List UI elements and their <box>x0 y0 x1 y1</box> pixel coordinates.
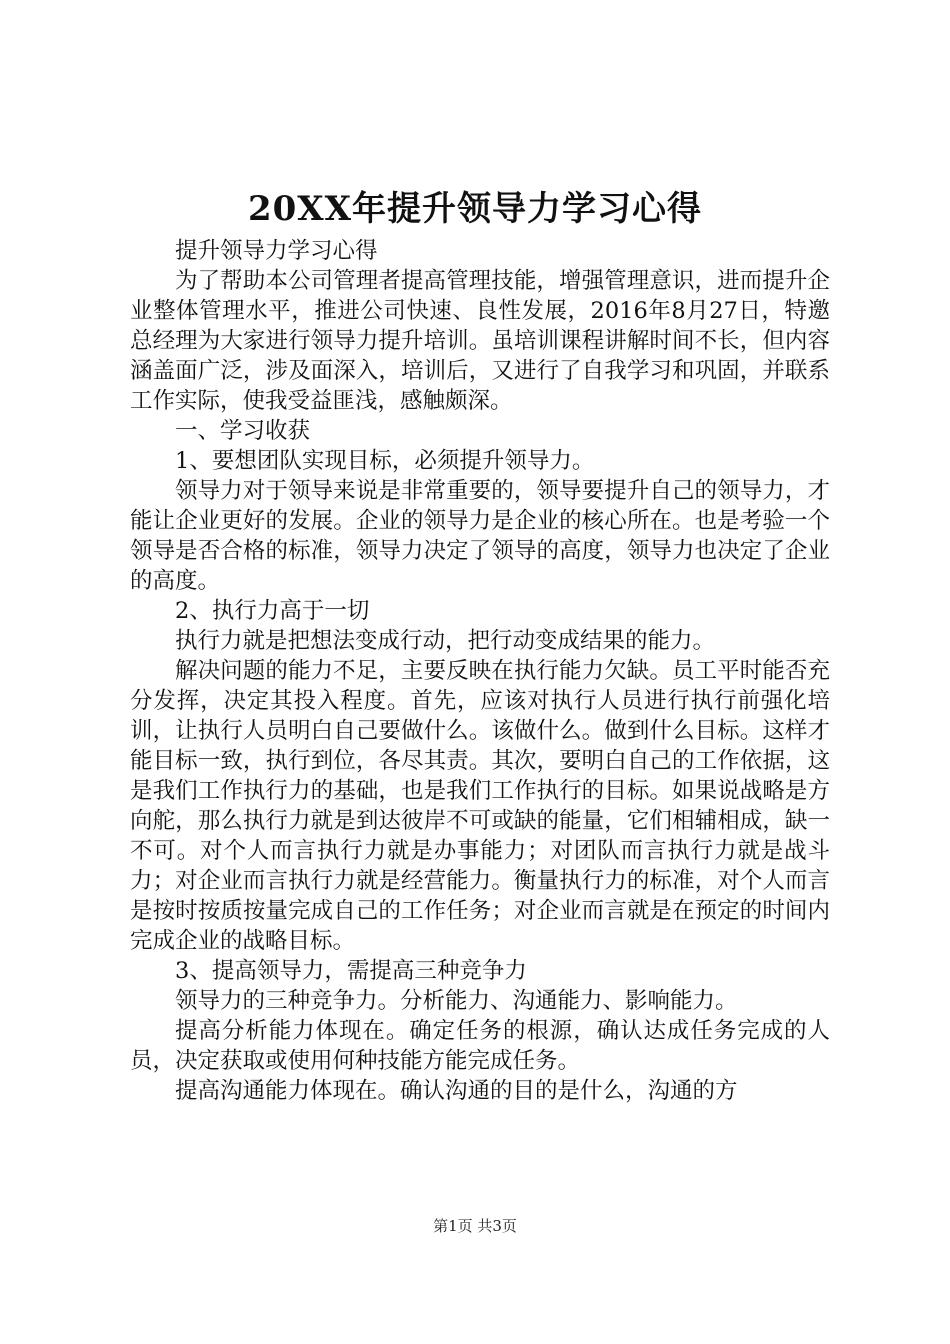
subheading-1: 1、要想团队实现目标，必须提升领导力。 <box>175 448 595 474</box>
subheading-3: 3、提高领导力，需提高三种竞争力 <box>175 958 527 984</box>
paragraph-communication: 提高沟通能力体现在。确认沟通的目的是什么，沟通的方 <box>175 1078 738 1104</box>
paragraph-execution-definition: 执行力就是把想法变成行动，把行动变成结果的能力。 <box>175 628 716 654</box>
section-heading-gains: 一、学习收获 <box>175 418 311 444</box>
document-title: 20XX年提升领导力学习心得 <box>247 189 703 229</box>
paragraph-subtitle: 提升领导力学习心得 <box>175 238 378 264</box>
paragraph-intro: 为了帮助本公司管理者提高管理技能，增强管理意识，进而提升企业整体管理水平，推进公司快速、良性发展，2016年8月27日，特邀总经理为大家进行领导力提升培训。虽培训课程讲解时间不长，但内容涵盖面广泛，涉及面深入，培训后，又进行了自我学习和巩固，并联系工作实际，使我受益匪浅，感触颇深。 <box>130 268 830 414</box>
paragraph-execution-detail: 解决问题的能力不足，主要反映在执行能力欠缺。员工平时能否充分发挥，决定其投入程度。首先，应该对执行人员进行执行前强化培训，让执行人员明白自己要做什么。该做什么。做到什么目标。这样才能目标一致，执行到位，各尽其责。其次，要明白自己的工作依据，这是我们工作执行力的基础，也是我们工作执行的目标。如果说战略是方向舵，那么执行力就是到达彼岸不可或缺的能量，它们相辅相成，缺一不可。对个人而言执行力就是办事能力；对团队而言执行力就是战斗力；对企业而言执行力就是经营能力。衡量执行力的标准，对个人而言是按时按质按量完成自己的工作任务；对企业而言就是在预定的时间内完成企业的战略目标。 <box>130 658 830 954</box>
paragraph-analysis: 提高分析能力体现在。确定任务的根源，确认达成任务完成的人员，决定获取或使用何种技能方能完成任务。 <box>130 1018 830 1074</box>
document-body <box>130 236 830 1106</box>
paragraph-three-competencies: 领导力的三种竞争力。分析能力、沟通能力、影响能力。 <box>175 988 738 1014</box>
page-footer: 第1页 共3页 <box>433 1217 517 1235</box>
paragraph-leadership: 领导力对于领导来说是非常重要的，领导要提升自己的领导力，才能让企业更好的发展。企业的领导力是企业的核心所在。也是考验一个领导是否合格的标准，领导力决定了领导的高度，领导力也决定了企业的高度。 <box>130 478 830 594</box>
subheading-2: 2、执行力高于一切 <box>175 598 370 624</box>
